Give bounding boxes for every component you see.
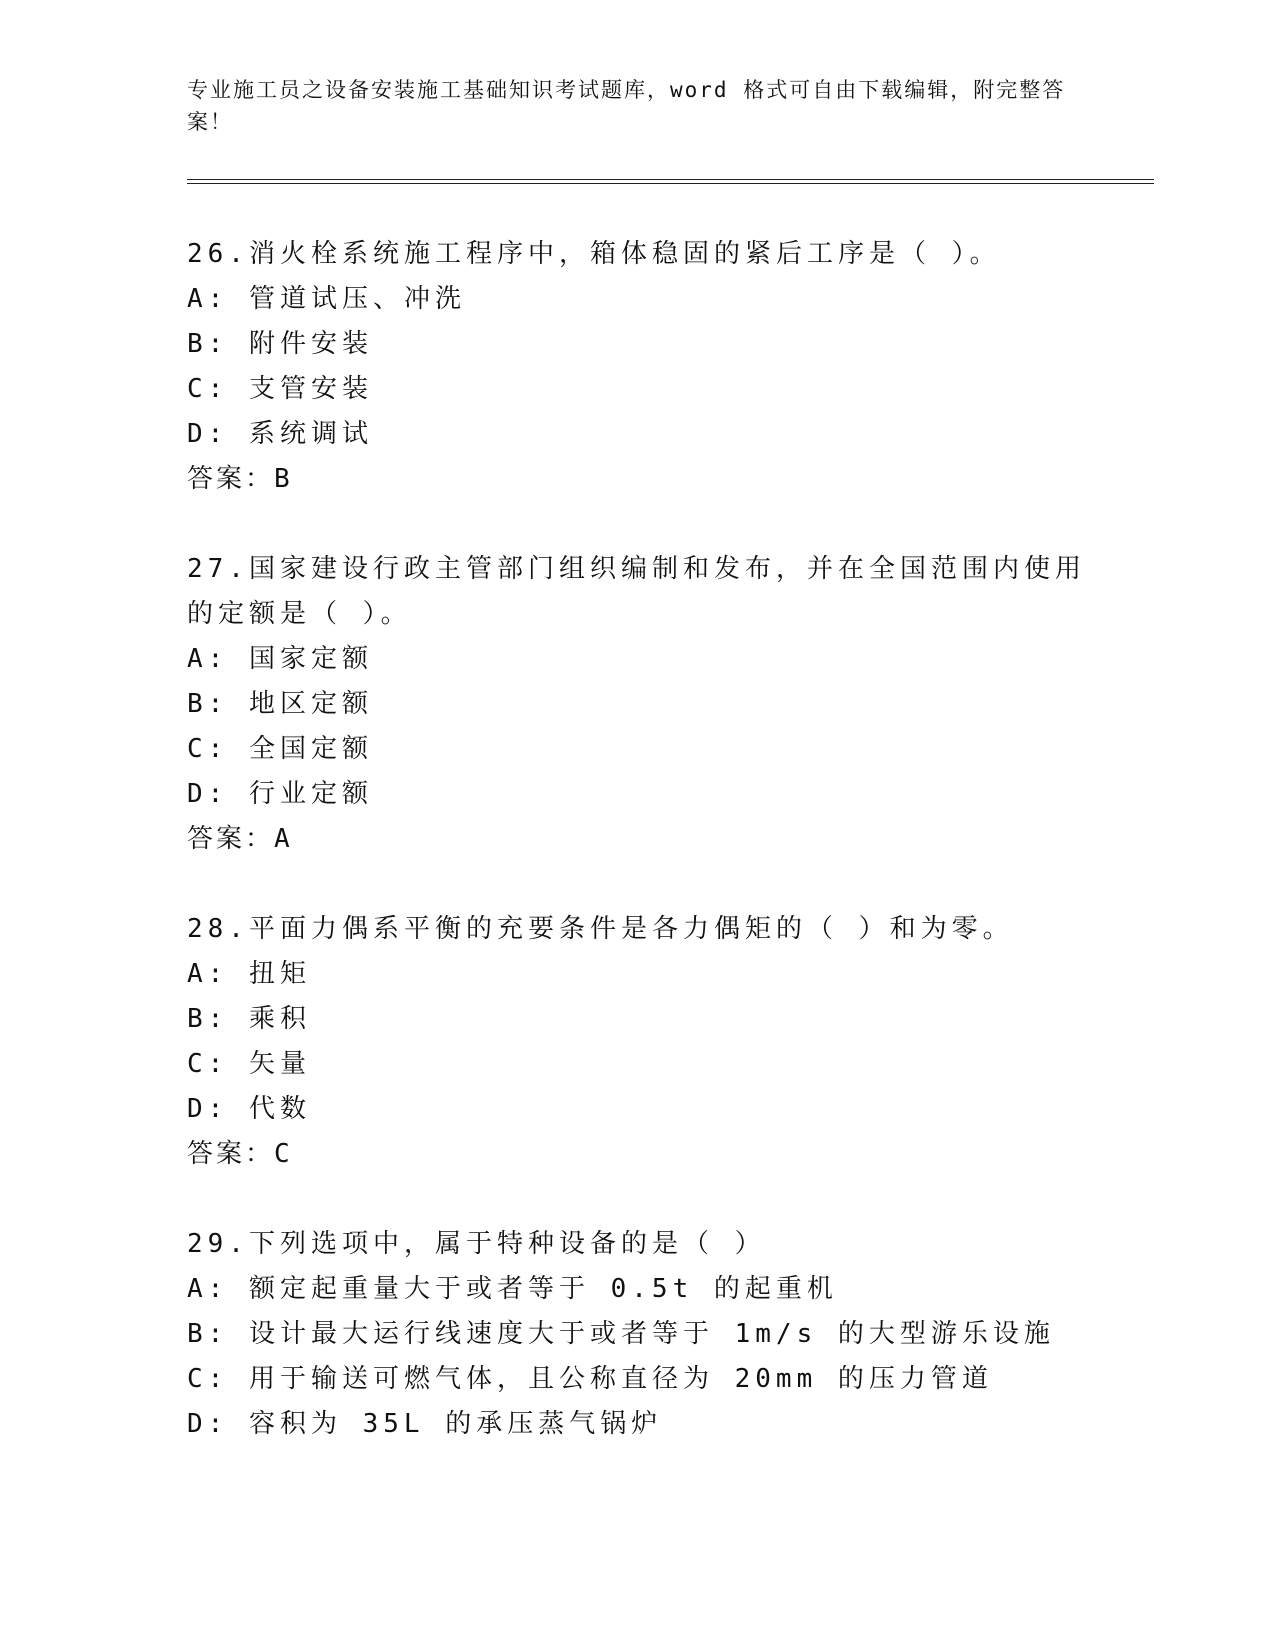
option-d: D: 代数 bbox=[187, 1094, 311, 1124]
option-b: B: 乘积 bbox=[187, 1004, 311, 1034]
question-26 bbox=[187, 232, 1087, 502]
option-c: C: 用于输送可燃气体，且公称直径为 20mm 的压力管道 bbox=[187, 1364, 993, 1394]
question-stem: 27.国家建设行政主管部门组织编制和发布，并在全国范围内使用的定额是（ ）。 bbox=[187, 554, 1086, 629]
option-b: B: 附件安装 bbox=[187, 329, 373, 359]
option-c: C: 矢量 bbox=[187, 1049, 311, 1079]
document-header: 专业施工员之设备安装施工基础知识考试题库，word 格式可自由下载编辑，附完整答案！ bbox=[187, 78, 1066, 134]
header-divider-top bbox=[187, 179, 1154, 180]
question-27 bbox=[187, 547, 1087, 862]
answer: 答案：C bbox=[187, 1139, 293, 1169]
question-stem: 26.消火栓系统施工程序中，箱体稳固的紧后工序是（ ）。 bbox=[187, 239, 1001, 269]
option-b: B: 地区定额 bbox=[187, 689, 373, 719]
option-d: D: 系统调试 bbox=[187, 419, 373, 449]
question-list bbox=[187, 232, 1087, 1492]
option-a: A: 管道试压、冲洗 bbox=[187, 284, 466, 314]
answer: 答案：B bbox=[187, 464, 293, 494]
option-a: A: 扭矩 bbox=[187, 959, 311, 989]
option-a: A: 额定起重量大于或者等于 0.5t 的起重机 bbox=[187, 1274, 838, 1304]
option-d: D: 行业定额 bbox=[187, 779, 373, 809]
question-29 bbox=[187, 1222, 1087, 1447]
option-c: C: 支管安装 bbox=[187, 374, 373, 404]
option-b: B: 设计最大运行线速度大于或者等于 1m/s 的大型游乐设施 bbox=[187, 1319, 1055, 1349]
option-d: D: 容积为 35L 的承压蒸气锅炉 bbox=[187, 1409, 663, 1439]
header-divider-bottom bbox=[187, 183, 1154, 184]
question-stem: 28.平面力偶系平衡的充要条件是各力偶矩的（ ）和为零。 bbox=[187, 914, 1014, 944]
option-c: C: 全国定额 bbox=[187, 734, 373, 764]
answer: 答案：A bbox=[187, 824, 293, 854]
option-a: A: 国家定额 bbox=[187, 644, 373, 674]
question-stem: 29.下列选项中，属于特种设备的是（ ） bbox=[187, 1229, 766, 1259]
question-28 bbox=[187, 907, 1087, 1177]
